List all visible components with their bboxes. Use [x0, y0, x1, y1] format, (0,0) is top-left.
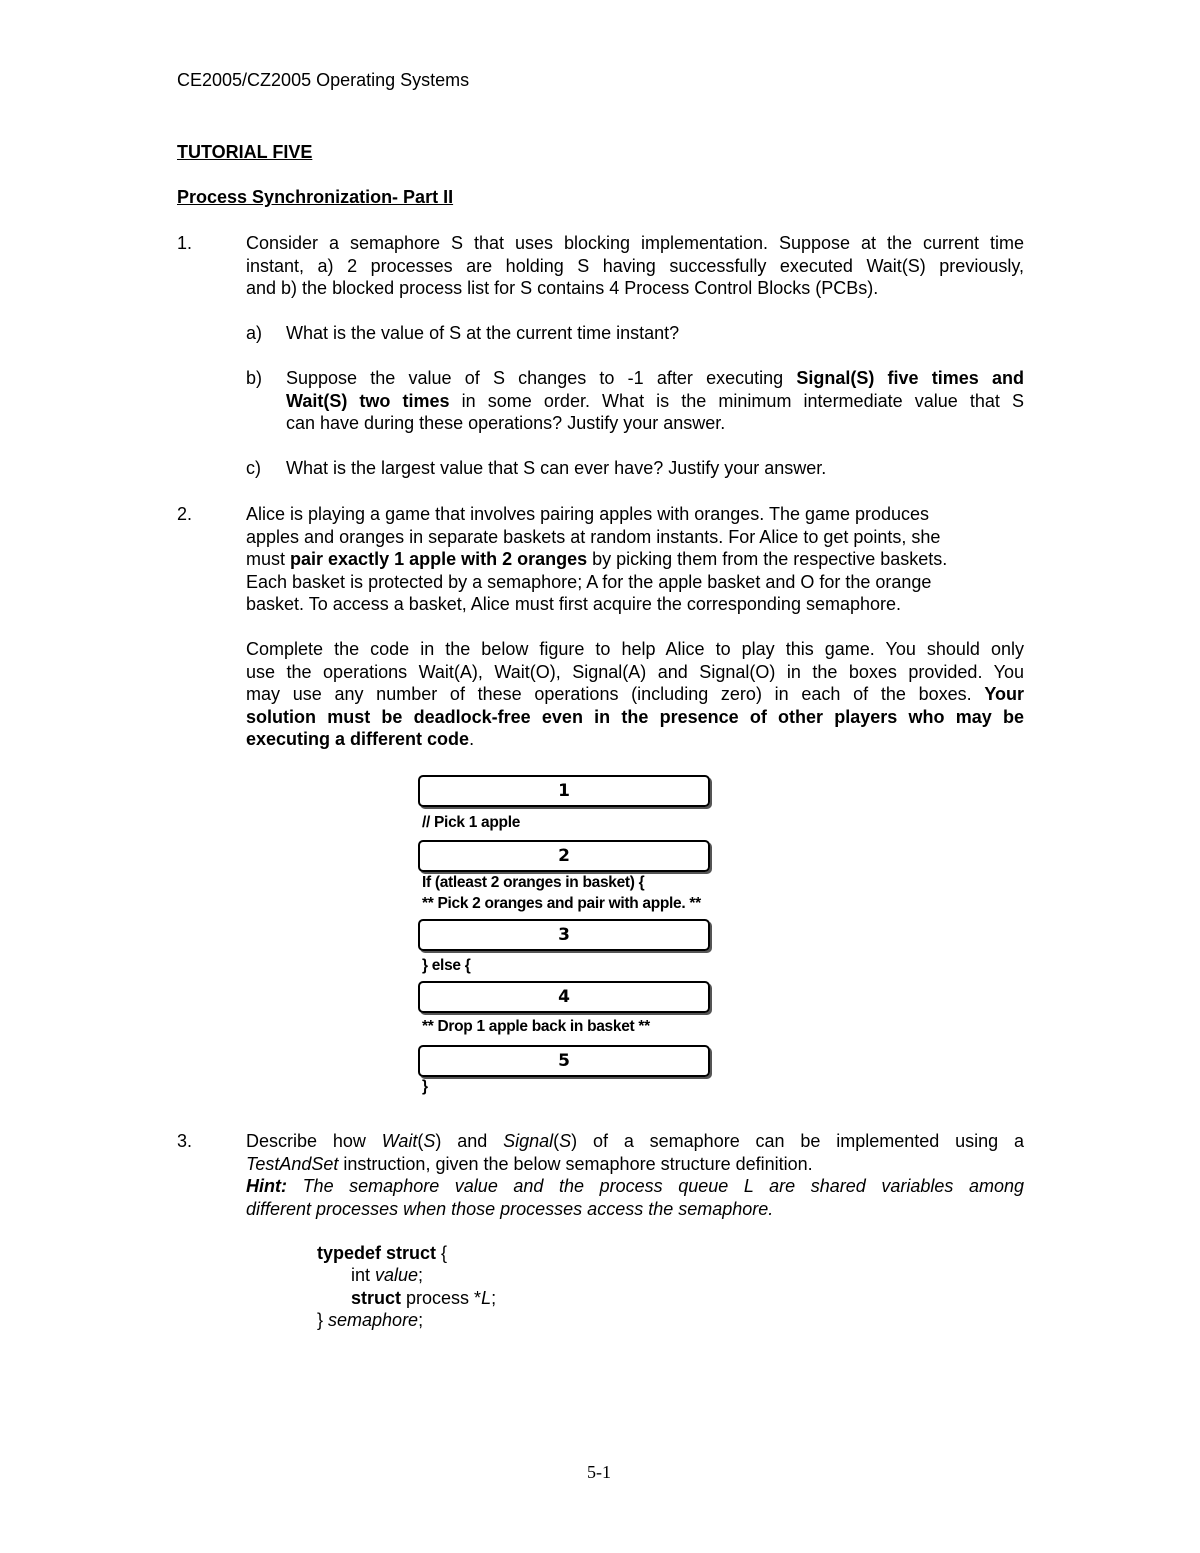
q3-testandset-italic: TestAndSet [246, 1153, 339, 1174]
code-l: L [481, 1288, 492, 1308]
q3-hint-line-2: different processes when those processes access the semaphore. [246, 1198, 774, 1219]
q3-text-1: Describe how [246, 1131, 382, 1151]
q1b-text-part-2: in some order. What is the minimum intermediate value that S [449, 390, 1024, 411]
figure-line-close-brace: } [422, 1078, 428, 1095]
q3-text-3: ) of a semaphore can be implemented using a [571, 1131, 1024, 1151]
q2-p2-line-1: Complete the code in the below figure to help Alice to play this game. You should only [246, 639, 1024, 659]
q3-s-italic-1: S [423, 1131, 436, 1151]
code-semicolon-1: ; [418, 1265, 424, 1285]
q1-line-2: instant, a) 2 processes are holding S having successfully executed Wait(S) previously, [246, 255, 1024, 276]
q3-wait-italic: Wait [381, 1131, 418, 1151]
q1b-bold-1: Signal(S) five times and [796, 368, 1024, 388]
code-semaphore: semaphore [328, 1310, 419, 1330]
q3-s-italic-2: S [559, 1131, 572, 1151]
q1a-label: a) [246, 323, 263, 343]
code-semicolon-3: ; [418, 1310, 424, 1330]
q2-p2-line-4-bold: solution must be deadlock-free even in the presence of other players who may be [246, 706, 1024, 727]
q3-paren-open-2: ( [553, 1131, 560, 1151]
code-open-brace: { [436, 1243, 448, 1263]
question-2-paragraph-1 [246, 503, 1024, 616]
q3-paren-open-1: ( [417, 1131, 424, 1151]
tutorial-title: TUTORIAL FIVE [177, 142, 313, 162]
q3-signal-italic: Signal [503, 1131, 554, 1151]
q2-p1-line-3c: by picking them from the respective baskets. [587, 549, 948, 569]
q2-p1-line-1: Alice is playing a game that involves pairing apples with oranges. The game produces [246, 504, 930, 524]
question-1-number: 1. [177, 233, 193, 253]
course-header: CE2005/CZ2005 Operating Systems [177, 70, 470, 90]
figure-box-2: 2 [418, 840, 710, 872]
code-line-1 [317, 1242, 447, 1265]
q1b-text-part-1: Suppose the value of S changes to -1 after executing [286, 368, 797, 388]
question-2-number: 2. [177, 504, 193, 524]
figure-line-else: } else { [422, 957, 471, 974]
q2-p2-line-3a: may use any number of these operations (including zero) in each of the boxes. [246, 684, 985, 704]
q2-p1-line-3a: must [246, 549, 291, 569]
q1c-label: c) [246, 458, 261, 478]
code-close-brace: } [317, 1310, 329, 1330]
figure-line-pick-oranges: ** Pick 2 oranges and pair with apple. ** [422, 895, 701, 912]
q1-line-1: Consider a semaphore S that uses blocking implementation. Suppose at the current time [246, 233, 1024, 253]
q2-p2-line-3-bold: Your [984, 684, 1024, 704]
figure-line-if-oranges: If (atleast 2 oranges in basket) { [422, 874, 645, 891]
code-int: int [351, 1265, 376, 1285]
question-1-text [246, 232, 1024, 300]
q2-p1-line-5: basket. To access a basket, Alice must first acquire the corresponding semaphore. [246, 594, 902, 614]
q2-p2-line-5-end: . [469, 729, 475, 749]
code-typedef-struct: typedef struct [317, 1243, 437, 1263]
q1b-text [286, 367, 1024, 435]
question-3-number: 3. [177, 1131, 193, 1151]
code-line-4 [317, 1309, 423, 1332]
q2-p2-line-2: use the operations Wait(A), Wait(O), Signal(A) and Signal(O) in the boxes provided. You [246, 661, 1024, 682]
figure-box-4: 4 [418, 981, 710, 1013]
question-3-text [246, 1130, 1024, 1220]
q1a-text: What is the value of S at the current time instant? [286, 323, 680, 343]
q3-text-4: instruction, given the below semaphore structure definition. [338, 1153, 813, 1174]
q1-line-3: and b) the blocked process list for S contains 4 Process Control Blocks (PCBs). [246, 278, 879, 298]
q1c-text: What is the largest value that S can ever have? Justify your answer. [286, 458, 827, 478]
q2-p1-line-4: Each basket is protected by a semaphore; A for the apple basket and O for the orange [246, 571, 932, 592]
q2-p1-line-3-bold: pair exactly 1 apple with 2 oranges [290, 549, 588, 569]
code-line-2 [351, 1264, 423, 1287]
code-value: value [375, 1265, 419, 1285]
q3-hint-label: Hint: [246, 1176, 287, 1196]
q1b-label: b) [246, 368, 263, 388]
figure-line-pick-apple: // Pick 1 apple [422, 814, 521, 831]
question-2-paragraph-2 [246, 638, 1024, 751]
figure-box-1: 1 [418, 775, 710, 807]
q1b-text-part-3: can have during these operations? Justify your answer. [286, 413, 726, 433]
q3-text-2: ) and [435, 1131, 504, 1151]
tutorial-subtitle: Process Synchronization- Part II [177, 187, 454, 207]
q1b-bold-2: Wait(S) two times [286, 390, 450, 411]
figure-box-5: 5 [418, 1045, 710, 1077]
figure-box-3: 3 [418, 919, 710, 951]
code-process: process * [401, 1288, 482, 1308]
code-semicolon-2: ; [491, 1288, 497, 1308]
figure-line-drop-apple: ** Drop 1 apple back in basket ** [422, 1018, 650, 1035]
page-number: 5-1 [587, 1462, 611, 1482]
q2-p1-line-2: apples and oranges in separate baskets at random instants. For Alice to get points, she [246, 526, 941, 547]
code-line-3 [351, 1287, 496, 1310]
q2-p2-line-5-bold: executing a different code [246, 729, 470, 749]
code-struct: struct [351, 1288, 402, 1308]
q3-hint-line-1: The semaphore value and the process queue L are shared variables among [286, 1176, 1024, 1196]
